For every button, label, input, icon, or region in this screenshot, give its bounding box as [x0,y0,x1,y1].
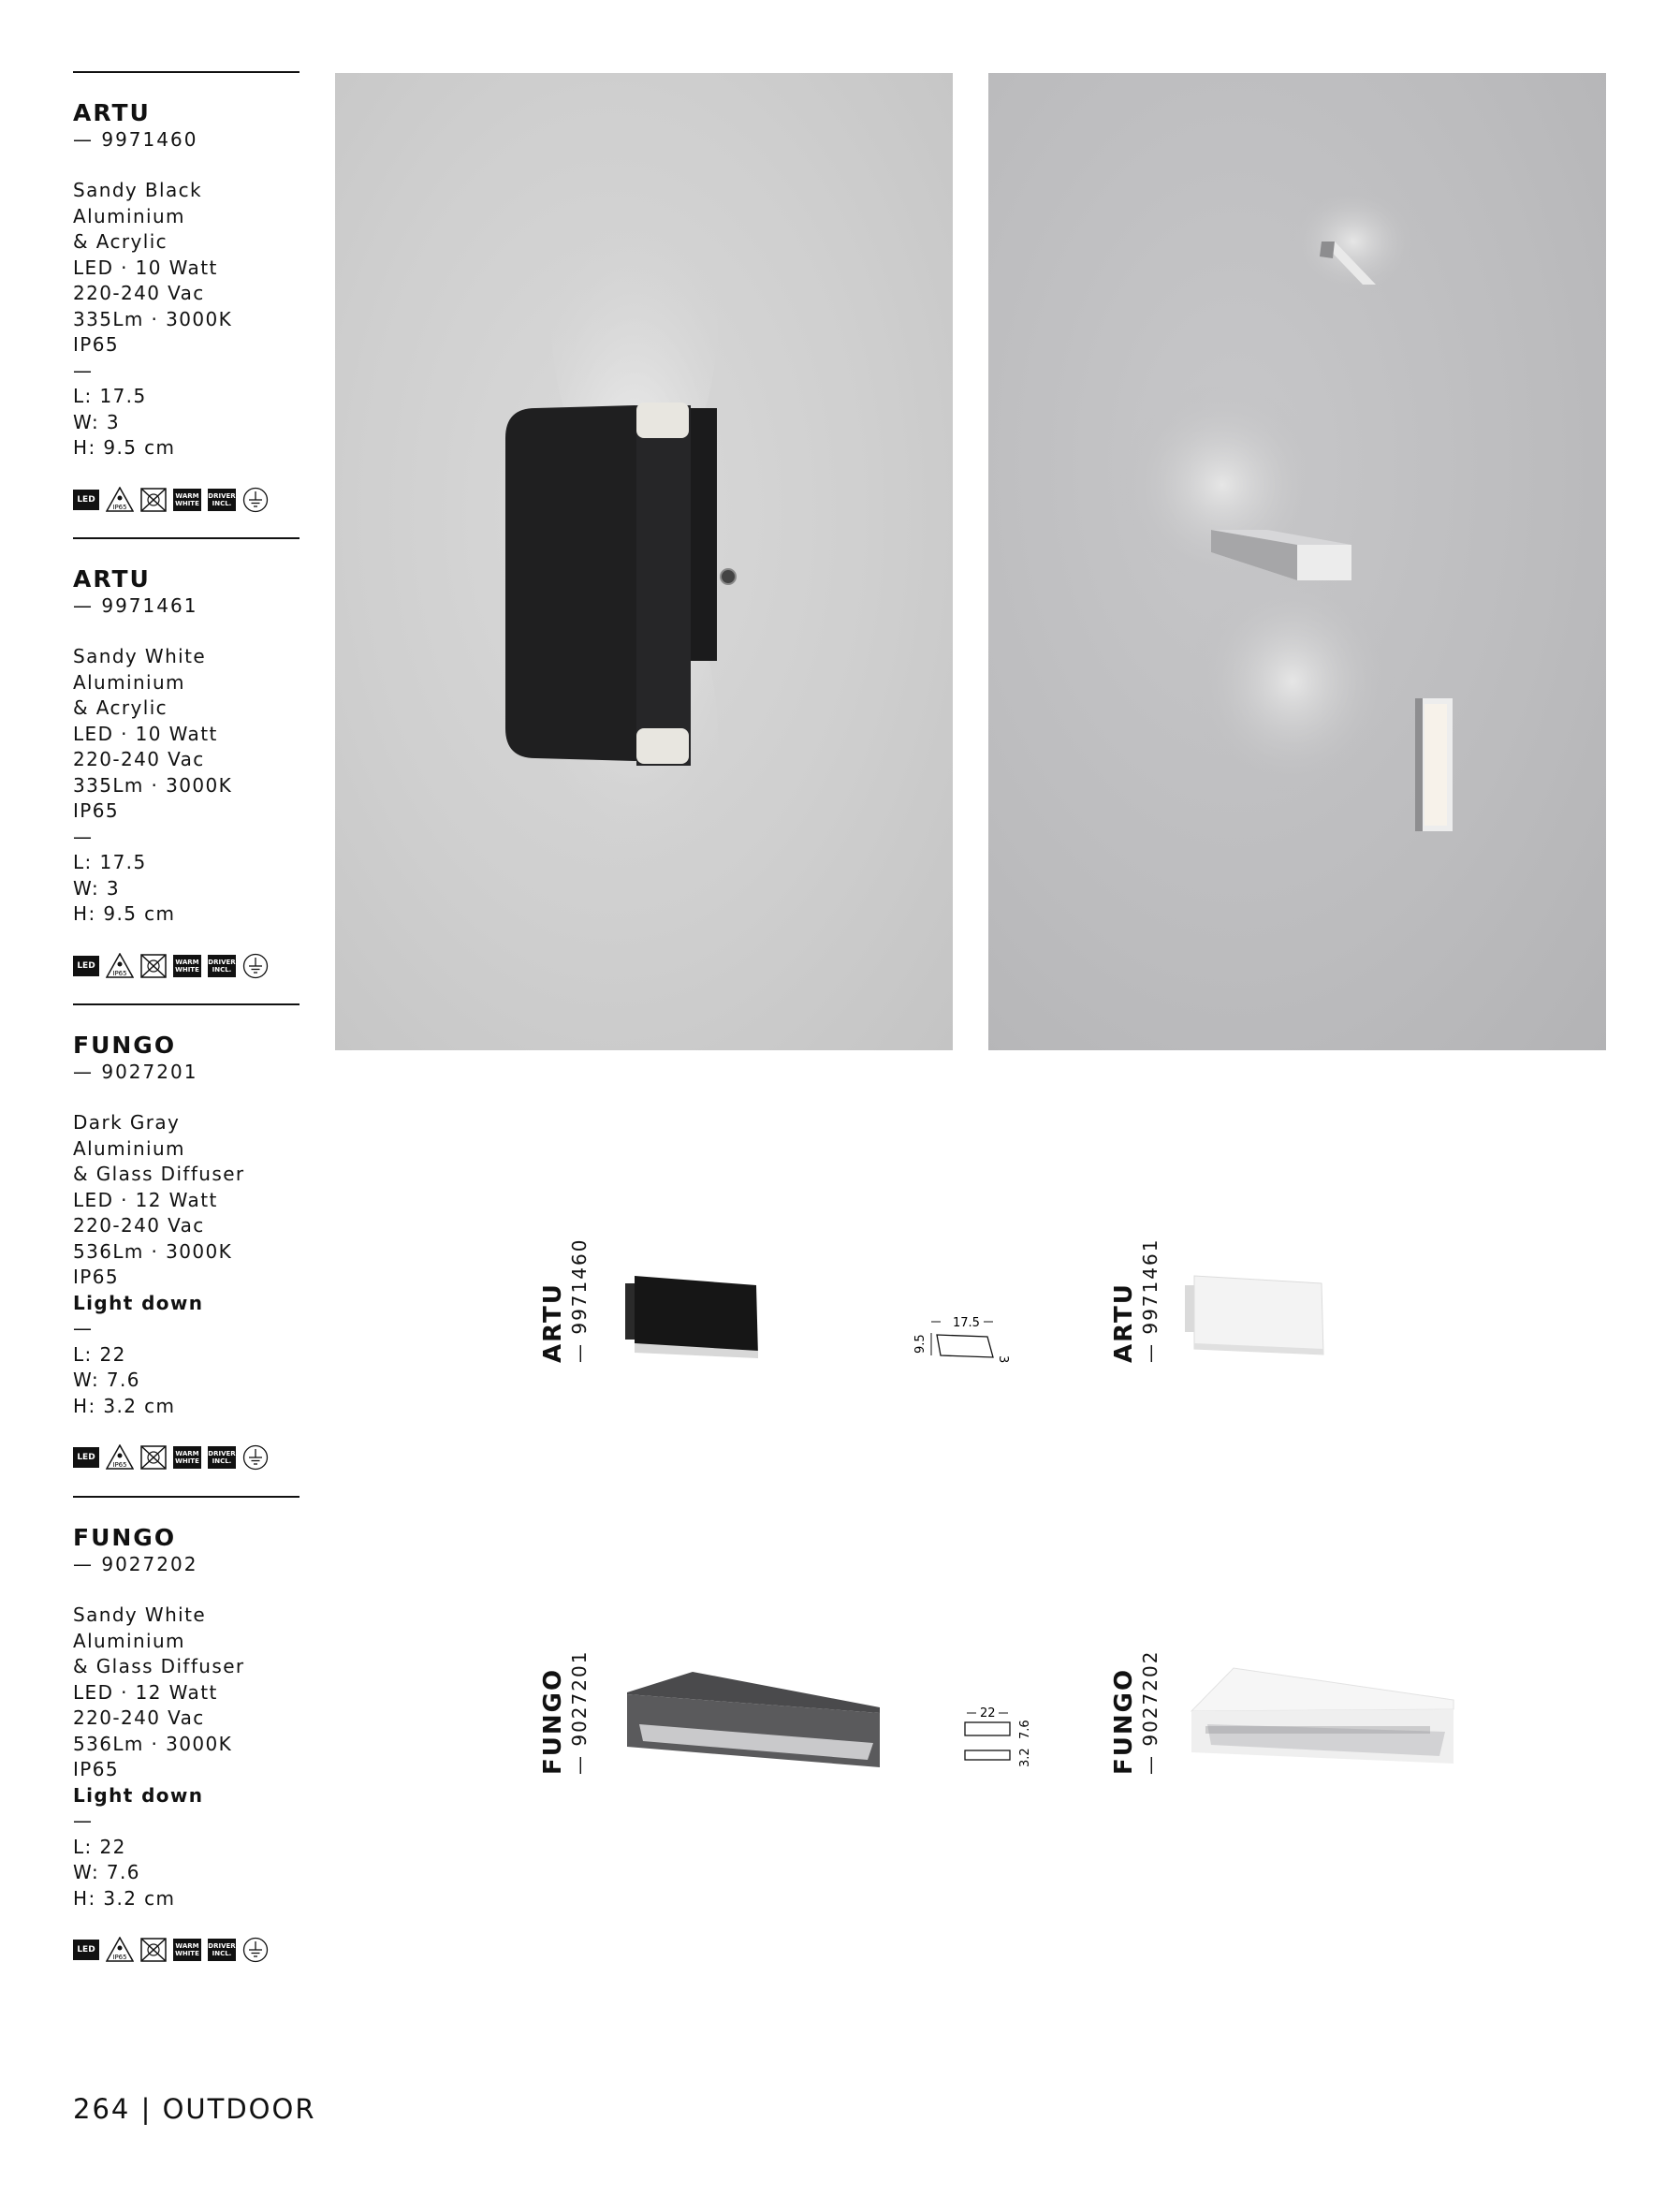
ip65-icon [106,1937,134,1963]
spec-light-direction: Light down [73,1291,204,1314]
driver-included-icon: DRIVER INCL. [208,955,236,977]
product-code: — 9971460 [73,128,198,151]
artu-black-product-photo [335,73,953,1050]
spec-voltage: 220-240 Vac [73,1214,205,1237]
spec-lumen: 536Lm · 3000K [73,1239,233,1263]
earth-ground-icon [242,487,269,513]
dim-height: H: 9.5 cm [73,436,176,459]
product-code: — 9027202 [73,1553,198,1575]
dim-artu-height: 9.5 [913,1334,928,1354]
no-cover-icon [140,1938,167,1962]
spec-lumen: 335Lm · 3000K [73,307,233,330]
spec-material: Aluminium [73,670,185,694]
spec-ip: IP65 [73,1758,120,1780]
spec-lumen: 335Lm · 3000K [73,773,233,797]
dim-fungo-length: 22 [980,1706,996,1720]
warm-white-icon: WARM WHITE [173,1446,201,1469]
spec-separator: — [73,1809,94,1832]
product-spec-fungo-gray [73,1003,299,1470]
certification-icons [73,952,299,980]
no-cover-icon [140,954,167,978]
product-name: FUNGO [73,1524,177,1551]
product-name: ARTU [73,99,151,126]
artu-white-product-image [1181,1268,1331,1362]
fungo-wall-product-photo [988,73,1606,1050]
footer-separator: | [140,2093,153,2125]
dim-width: W: 7.6 [73,1369,140,1391]
catalog-label-fungo-gray [539,1650,592,1775]
spec-diffuser: & Acrylic [73,230,168,253]
catalog-label-name: ARTU [539,1282,567,1363]
dim-width: W: 7.6 [73,1861,140,1883]
fungo-dimension-diagram [950,1702,1053,1779]
dim-length: L: 17.5 [73,851,147,873]
fungo-gray-product-image [622,1666,884,1788]
spec-voltage: 220-240 Vac [73,748,205,770]
dim-length: L: 22 [73,1342,126,1366]
catalog-label-name: FUNGO [539,1667,567,1775]
warm-white-icon: WARM WHITE [173,955,201,977]
spec-separator: — [73,825,94,848]
catalog-label-code: — 9971460 [568,1237,591,1363]
svg-text:IP65: IP65 [112,1461,127,1469]
section-title: OUTDOOR [162,2093,316,2125]
product-name: FUNGO [73,1032,177,1059]
page-footer [73,2093,315,2125]
svg-text:IP65: IP65 [112,503,127,511]
catalog-label-name: FUNGO [1110,1667,1138,1775]
spec-diffuser: & Acrylic [73,696,168,719]
dim-fungo-width: 7.6 [1018,1720,1032,1739]
certification-icons [73,1936,299,1964]
spec-material: Aluminium [73,204,185,227]
product-sidebar [73,71,299,1962]
spec-lumen: 536Lm · 3000K [73,1732,233,1755]
spec-power: LED · 12 Watt [73,1680,218,1704]
dim-height: H: 3.2 cm [73,1886,176,1910]
artu-dimension-diagram [913,1310,1015,1367]
dim-length: L: 17.5 [73,385,147,407]
dim-width: W: 3 [73,410,121,433]
spec-power: LED · 12 Watt [73,1188,218,1211]
led-icon: LED [73,956,99,976]
product-code: — 9971461 [73,594,198,617]
catalog-label-code: — 9971461 [1139,1237,1161,1363]
driver-included-icon: DRIVER INCL. [208,1939,236,1961]
spec-finish: Sandy White [73,1603,207,1626]
spec-material: Aluminium [73,1629,185,1652]
catalog-label-fungo-white [1110,1650,1162,1775]
earth-ground-icon [242,1444,269,1471]
product-code: — 9027201 [73,1061,198,1083]
spec-light-direction: Light down [73,1783,204,1807]
ip65-icon [106,1444,134,1471]
svg-text:IP65: IP65 [112,1954,127,1961]
svg-text:IP65: IP65 [112,969,127,977]
spec-ip: IP65 [73,1266,120,1288]
led-icon: LED [73,490,99,510]
dim-height: H: 3.2 cm [73,1394,176,1417]
spec-ip: IP65 [73,333,120,356]
no-cover-icon [140,488,167,512]
warm-white-icon: WARM WHITE [173,489,201,511]
product-spec-artu-white [73,537,299,977]
page-number: 264 [73,2093,131,2125]
spec-diffuser: & Glass Diffuser [73,1163,245,1185]
fungo-white-product-image [1187,1666,1458,1788]
catalog-label-code: — 9027202 [1139,1649,1161,1775]
spec-voltage: 220-240 Vac [73,1706,205,1729]
product-name: ARTU [73,565,151,593]
certification-icons [73,1443,299,1472]
spec-separator: — [73,1317,94,1340]
spec-material: Aluminium [73,1136,185,1160]
ip65-icon [106,487,134,513]
ip65-icon [106,953,134,979]
catalog-label-code: — 9027201 [568,1649,591,1775]
earth-ground-icon [242,1937,269,1963]
product-spec-fungo-white [73,1496,299,1962]
spec-power: LED · 10 Watt [73,722,218,745]
dim-height: H: 9.5 cm [73,902,176,925]
dim-width: W: 3 [73,876,121,900]
spec-diffuser: & Glass Diffuser [73,1655,245,1677]
artu-black-product-image [618,1268,767,1362]
driver-included-icon: DRIVER INCL. [208,489,236,511]
dim-length: L: 22 [73,1835,126,1858]
dim-artu-length: 17.5 [953,1316,980,1330]
catalog-label-artu-white [1110,1238,1162,1363]
spec-power: LED · 10 Watt [73,256,218,279]
warm-white-icon: WARM WHITE [173,1939,201,1961]
artu-black-illustration [335,73,953,1050]
dim-fungo-height: 3.2 [1018,1748,1032,1767]
spec-finish: Sandy Black [73,179,203,201]
spec-voltage: 220-240 Vac [73,282,205,304]
spec-finish: Dark Gray [73,1111,181,1134]
earth-ground-icon [242,953,269,979]
spec-separator: — [73,359,94,382]
no-cover-icon [140,1445,167,1470]
dim-artu-width: 3 [996,1355,1010,1364]
led-icon: LED [73,1447,99,1468]
catalog-label-artu-black [539,1238,592,1363]
spec-finish: Sandy White [73,645,207,667]
fungo-illustration [988,73,1606,1050]
product-spec-artu-black [73,71,299,511]
spec-ip: IP65 [73,799,120,822]
certification-icons [73,486,299,514]
led-icon: LED [73,1940,99,1960]
driver-included-icon: DRIVER INCL. [208,1446,236,1469]
catalog-label-name: ARTU [1110,1282,1138,1363]
